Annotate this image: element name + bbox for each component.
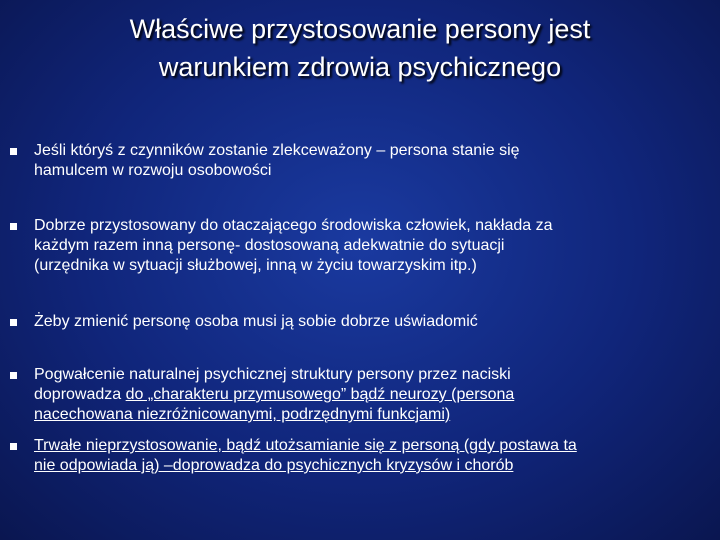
- square-bullet-icon: [10, 443, 17, 450]
- bullet-text: [34, 436, 710, 476]
- square-bullet-icon: [10, 148, 17, 155]
- bullet-line: Pogwałcenie naturalnej psychicznej struktury persony przez naciski: [34, 366, 511, 383]
- bullet-line: Trwałe nieprzystosowanie, bądź utożsamianie się z personą (gdy postawa ta: [34, 437, 577, 454]
- title-line-2: warunkiem zdrowia psychicznego: [158, 52, 562, 82]
- bullet-text: [34, 365, 710, 425]
- bullet-text: [34, 312, 710, 332]
- bullet-line: (urzędnika w sytuacji służbowej, inną w życiu towarzyskim itp.): [34, 257, 477, 274]
- square-bullet-icon: [10, 223, 17, 230]
- bullet-line: [34, 385, 710, 405]
- bullet-line: nie odpowiada ją) –doprowadza do psychicznych kryzysów i chorób: [34, 457, 514, 474]
- title-line-1: Właściwe przystosowanie persony jest: [129, 14, 591, 44]
- bullet-line: Żeby zmienić personę osoba musi ją sobie dobrze uświadomić: [34, 313, 478, 330]
- bullet-line-plain: doprowadza: [34, 386, 126, 403]
- bullet-line: Jeśli któryś z czynników zostanie zlekceważony – persona stanie się: [34, 142, 520, 159]
- bullet-line: każdym razem inną personę- dostosowaną adekwatnie do sytuacji: [34, 237, 505, 254]
- square-bullet-icon: [10, 319, 17, 326]
- bullet-line: nacechowana niezróżnicowanymi, podrzędnymi funkcjami): [34, 406, 451, 423]
- bullet-line: hamulcem w rozwoju osobowości: [34, 162, 272, 179]
- bullet-text: [34, 141, 710, 181]
- bullet-text: [34, 216, 710, 276]
- square-bullet-icon: [10, 372, 17, 379]
- bullet-line: Dobrze przystosowany do otaczającego środowiska człowiek, nakłada za: [34, 217, 553, 234]
- bullet-line-underlined: do „charakteru przymusowego” bądź neurozy (persona: [125, 386, 515, 403]
